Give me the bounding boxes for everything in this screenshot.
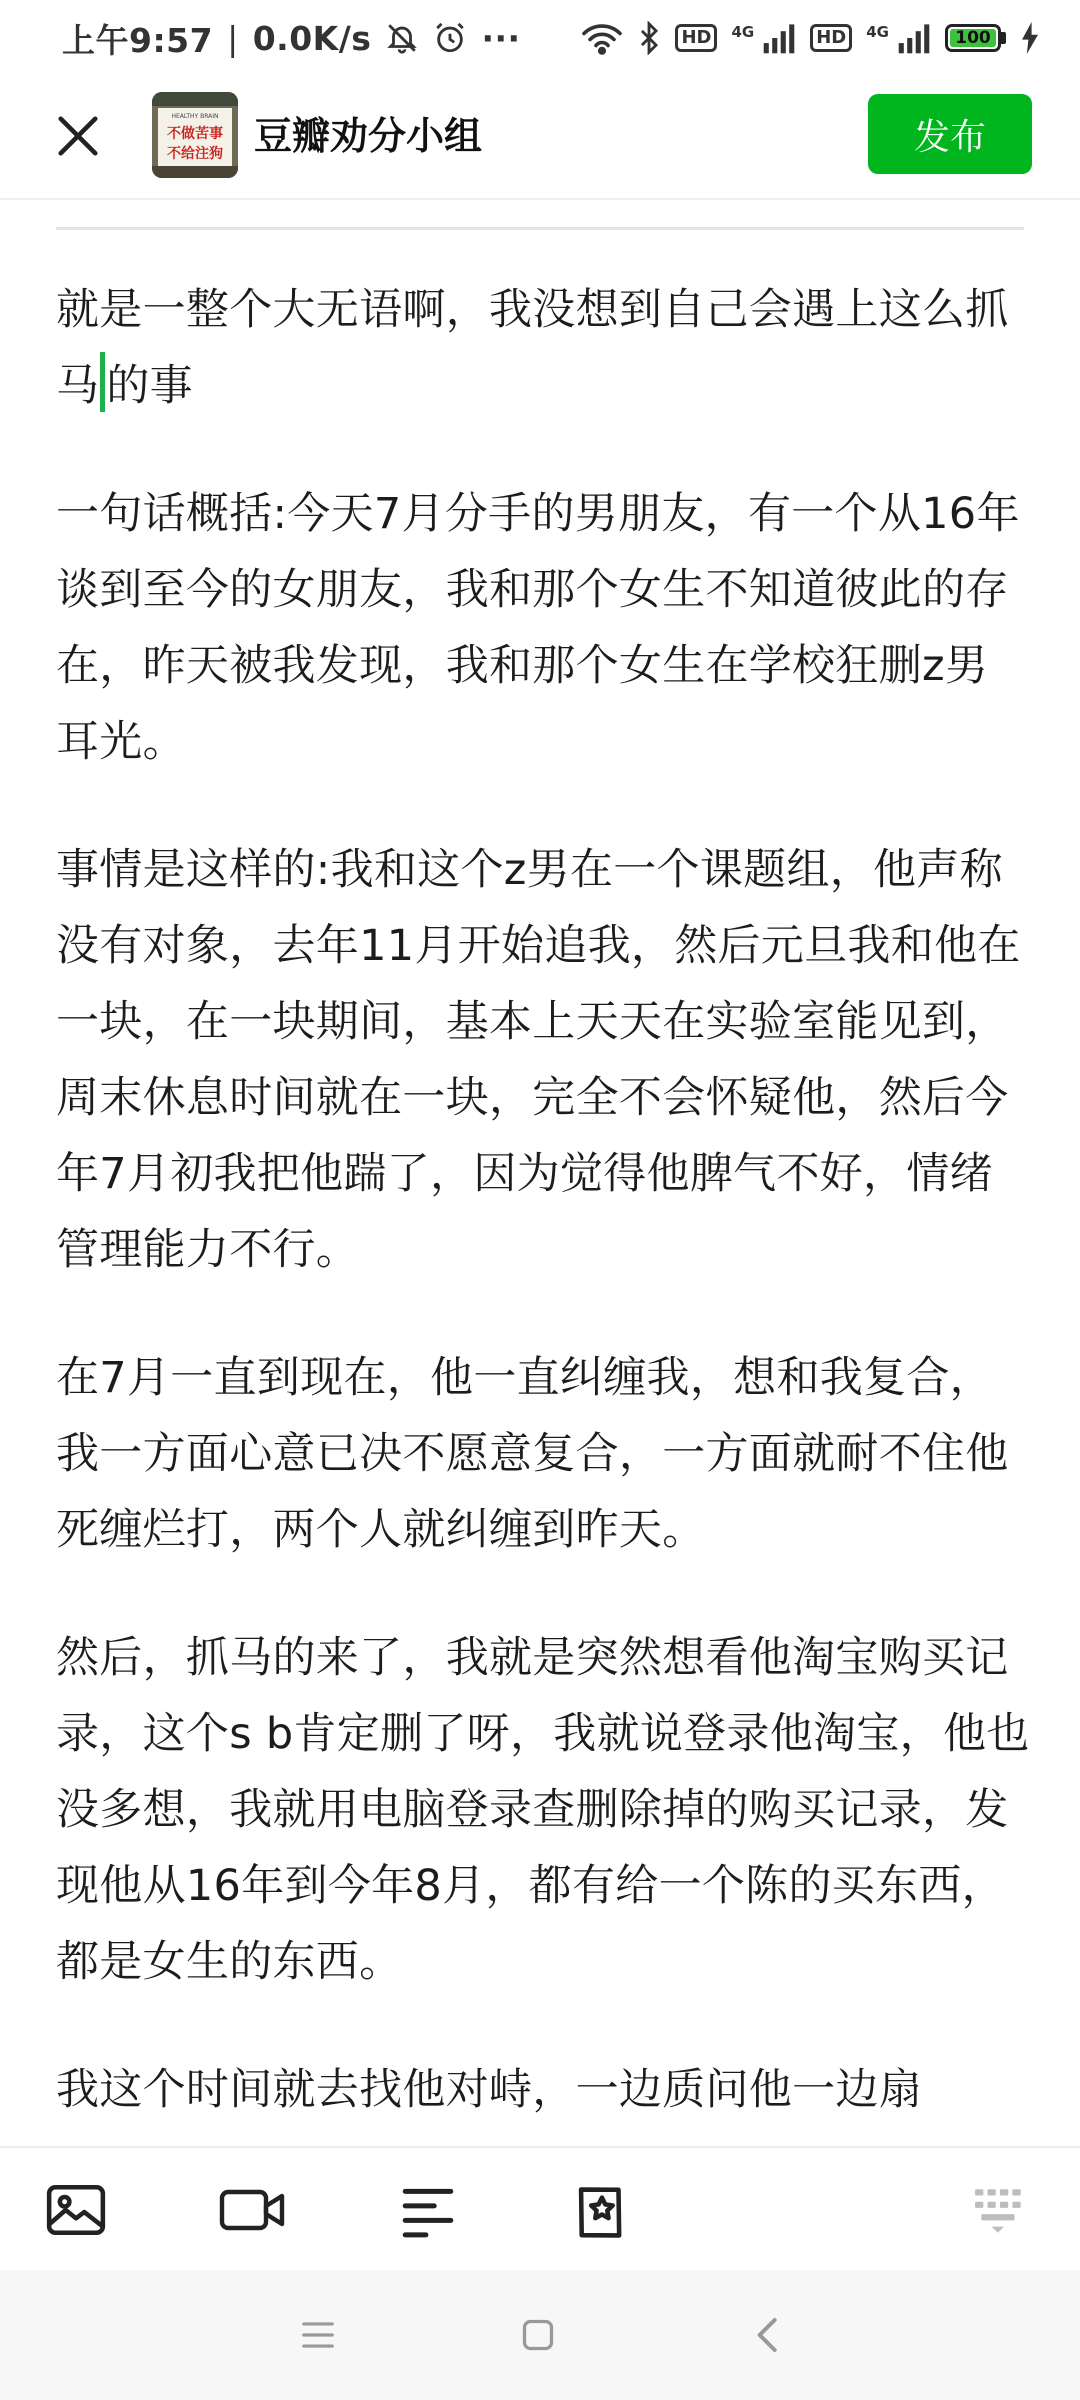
signal-icon-2 bbox=[897, 22, 931, 54]
bluetooth-icon bbox=[637, 21, 661, 55]
keyboard-icon bbox=[973, 2185, 1031, 2235]
publish-button[interactable]: 发布 bbox=[868, 94, 1032, 174]
battery-indicator bbox=[945, 24, 1006, 52]
system-nav-bar bbox=[0, 2270, 1080, 2400]
title-divider bbox=[56, 227, 1024, 230]
menu-icon bbox=[299, 2319, 337, 2351]
paragraph-2: 一句话概括:今天7月分手的男朋友，有一个从16年谈到至今的女朋友，我和那个女生不知道彼此的存在，昨天被我发现，我和那个女生在学校狂删z男耳光。 bbox=[56, 489, 1020, 767]
battery-body bbox=[945, 24, 1001, 52]
network-type-2: 4G bbox=[866, 23, 889, 41]
text-format-button[interactable] bbox=[390, 2172, 466, 2248]
more-notifications: ··· bbox=[481, 18, 521, 58]
avatar-sign-line2: 不给注狗 bbox=[167, 146, 223, 162]
home-icon bbox=[520, 2317, 556, 2353]
paragraph-1 bbox=[56, 272, 1031, 424]
group-avatar[interactable] bbox=[152, 92, 238, 178]
post-body-editor[interactable] bbox=[56, 272, 1031, 2140]
paragraph-1-after-caret: 的事 bbox=[106, 361, 193, 411]
hd-badge-2: HD bbox=[810, 24, 852, 52]
insert-sticker-button[interactable] bbox=[566, 2172, 642, 2248]
format-icon bbox=[399, 2181, 457, 2239]
wifi-icon bbox=[581, 21, 623, 55]
status-separator: | bbox=[227, 18, 239, 58]
image-icon bbox=[45, 2183, 107, 2237]
paragraph-6: 我这个时间就去找他对峙，一边质问他一边扇 bbox=[56, 2065, 922, 2115]
status-time: 上午9:57 bbox=[62, 20, 214, 60]
home-button[interactable] bbox=[508, 2305, 568, 2365]
back-button[interactable] bbox=[738, 2305, 798, 2365]
network-type-1: 4G bbox=[731, 23, 755, 41]
video-icon bbox=[218, 2186, 286, 2234]
status-net-speed: 0.0K/s bbox=[252, 18, 372, 58]
paragraph-3: 事情是这样的:我和这个z男在一个课题组，他声称没有对象，去年11月开始追我，然后元旦我和他在一块，在一块期间，基本上天天在实验室能见到，周末休息时间就在一块，完全不会怀疑他，然后今年7月初我把他踹了，因为觉得他脾气不好，情绪管理能力不行。 bbox=[56, 845, 1021, 1275]
status-bar bbox=[0, 0, 1080, 76]
status-right bbox=[581, 21, 1040, 55]
signal-icon-1 bbox=[762, 22, 796, 54]
status-left bbox=[62, 15, 521, 62]
insert-video-button[interactable] bbox=[214, 2172, 290, 2248]
sticker-icon bbox=[573, 2179, 635, 2241]
text-caret bbox=[100, 352, 105, 412]
battery-tip bbox=[1001, 32, 1006, 44]
back-icon bbox=[753, 2315, 783, 2355]
alarm-icon bbox=[433, 21, 467, 55]
close-icon bbox=[55, 113, 101, 159]
paragraph-5: 然后，抓马的来了，我就是突然想看他淘宝购买记录，这个s b肯定删了呀，我就说登录他淘宝，他也没多想，我就用电脑登录查删除掉的购买记录，发现他从16年到今年8月，都有给一个陈的买东西，都是女生的东西。 bbox=[56, 1633, 1030, 1987]
paragraph-4: 在7月一直到现在，他一直纠缠我，想和我复合，我一方面心意已决不愿意复合，一方面就耐不住他死缠烂打，两个人就纠缠到昨天。 bbox=[56, 1353, 1009, 1555]
insert-image-button[interactable] bbox=[38, 2172, 114, 2248]
hd-badge-1: HD bbox=[675, 24, 717, 52]
recent-apps-button[interactable] bbox=[288, 2305, 348, 2365]
bell-off-icon bbox=[385, 21, 419, 55]
avatar-sign-top: HEALTHY BRAIN bbox=[171, 113, 219, 120]
group-name[interactable]: 豆瓣劝分小组 bbox=[254, 114, 483, 158]
editor-toolbar bbox=[0, 2146, 1080, 2270]
hide-keyboard-button[interactable] bbox=[964, 2172, 1040, 2248]
battery-level: 100 bbox=[950, 29, 996, 47]
close-button[interactable] bbox=[48, 106, 108, 166]
charging-icon bbox=[1020, 22, 1040, 54]
avatar-sign-line1: 不做苦事 bbox=[167, 126, 223, 142]
editor-header bbox=[0, 76, 1080, 200]
paragraph-1-before-caret: 就是一整个大无语啊，我没想到自己会遇上这么抓马 bbox=[56, 285, 1009, 411]
